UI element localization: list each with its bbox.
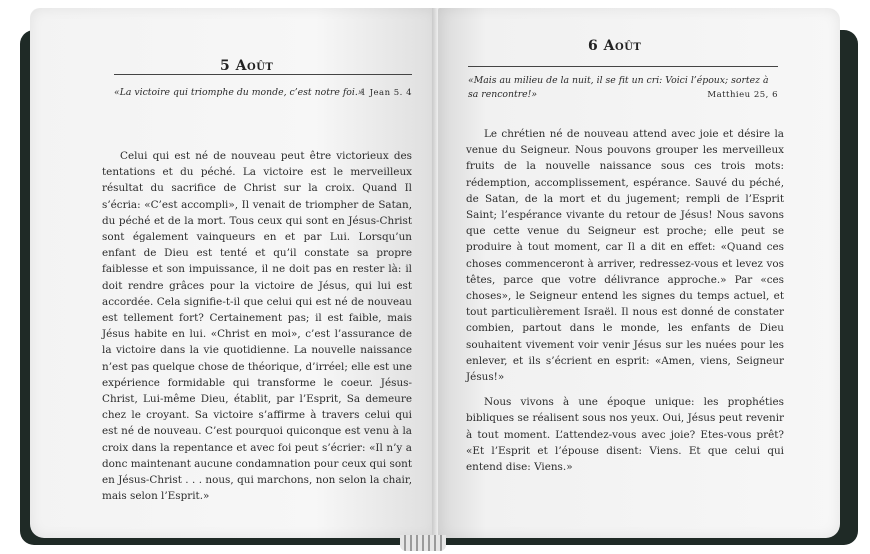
- right-paragraph-2: Nous vivons à une époque unique: les prophéties bibliques se réalisent sous nos yeux. Oui, Jésus peut revenir à tout moment. L’attendez-vous avec joie? Etes-vous prêt? «Et l’Esprit et l’épouse disent: Viens. Et que celui qui entend dise: Viens.»: [466, 396, 784, 474]
- right-verse-reference: Matthieu 25, 6: [707, 90, 778, 100]
- right-page-verse: [468, 74, 778, 102]
- left-page-body: [102, 148, 412, 504]
- bookmark-ribbon: [400, 535, 446, 551]
- left-verse-reference: 1 Jean 5. 4: [360, 88, 412, 98]
- left-page-rule: [114, 74, 412, 75]
- right-verse-text: «Mais au milieu de la nuit, il se fit un cri: Voici l’époux; sortez à sa rencontre!»: [468, 75, 769, 100]
- left-page: [30, 8, 438, 538]
- left-page-verse: [114, 86, 412, 100]
- left-verse-text: «La victoire qui triomphe du monde, c’est notre foi.»: [114, 87, 364, 98]
- right-page-date: 6 Août: [588, 38, 642, 54]
- left-paragraph-1: Celui qui est né de nouveau peut être victorieux des tentations et du péché. La victoire est le merveilleux résultat du sacrifice de Christ sur la croix. Quand Il s’écria: «C’est accompli», Il venait de triompher de Satan, du péché et de la mort. Tous ceux qui sont en Jésus-Christ sont également vainqueurs en et par Lui. Lorsqu’un enfant de Dieu est tenté et qu’il constate sa propre faiblesse et son impuissance, il ne doit pas en rester là: il doit rendre grâces pour la victoire de Jésus, qui lui est accordée. Cela signifie-t-il que celui qui est né de nouveau est tellement fort? Certainement pas; il est faible, mais Jésus habite en lui. «Christ en moi», c’est l’assurance de la victoire dans la vie quotidienne. La nouvelle naissance n’est pas quelque chose de théorique, d’irréel; elle est une expérience formidable qui transforme le coeur. Jésus-Christ, Lui-même Dieu, établit, par l’Esprit, Sa demeure chez le croyant. Sa victoire s’affirme à travers celui qui est né de nouveau. C’est pourquoi quiconque est venu à la croix dans la repentance et avec foi peut s’écrier: «Il n’y a donc maintenant aucune condamnation pour ceux qui sont en Jésus-Christ . . . nous, qui marchons, non selon la chair, mais selon l’Esprit.»: [102, 150, 412, 503]
- right-page-body: [466, 126, 784, 475]
- right-page-rule: [468, 66, 778, 67]
- right-page: [438, 8, 840, 538]
- left-page-date: 5 Août: [220, 58, 274, 74]
- right-paragraph-1: Le chrétien né de nouveau attend avec joie et désire la venue du Seigneur. Nous pouvons grouper les merveilleux fruits de la nouvelle naissance sous ces trois mots: rédemption, accomplissement, espérance. Sauvé du péché, de Satan, de la mort et du jugement; rempli de l’Esprit Saint; l’espérance vivante du retour de Jésus! Nous savons que cette venue du Seigneur est proche; elle peut se produire à tout moment, car Il a dit en effet: «Quand ces choses commenceront à arriver, redressez-vous et levez vos têtes, parce que votre délivrance approche.» Par «ces choses», le Seigneur entend les signes du temps actuel, et tout particulièrement Israël. Il nous est donné de constater combien, partout dans le monde, les enfants de Dieu souhaitent vivement voir venir Jésus sur les nuées pour les enlever, et ils s’écrient en esprit: «Amen, viens, Seigneur Jésus!»: [466, 128, 784, 384]
